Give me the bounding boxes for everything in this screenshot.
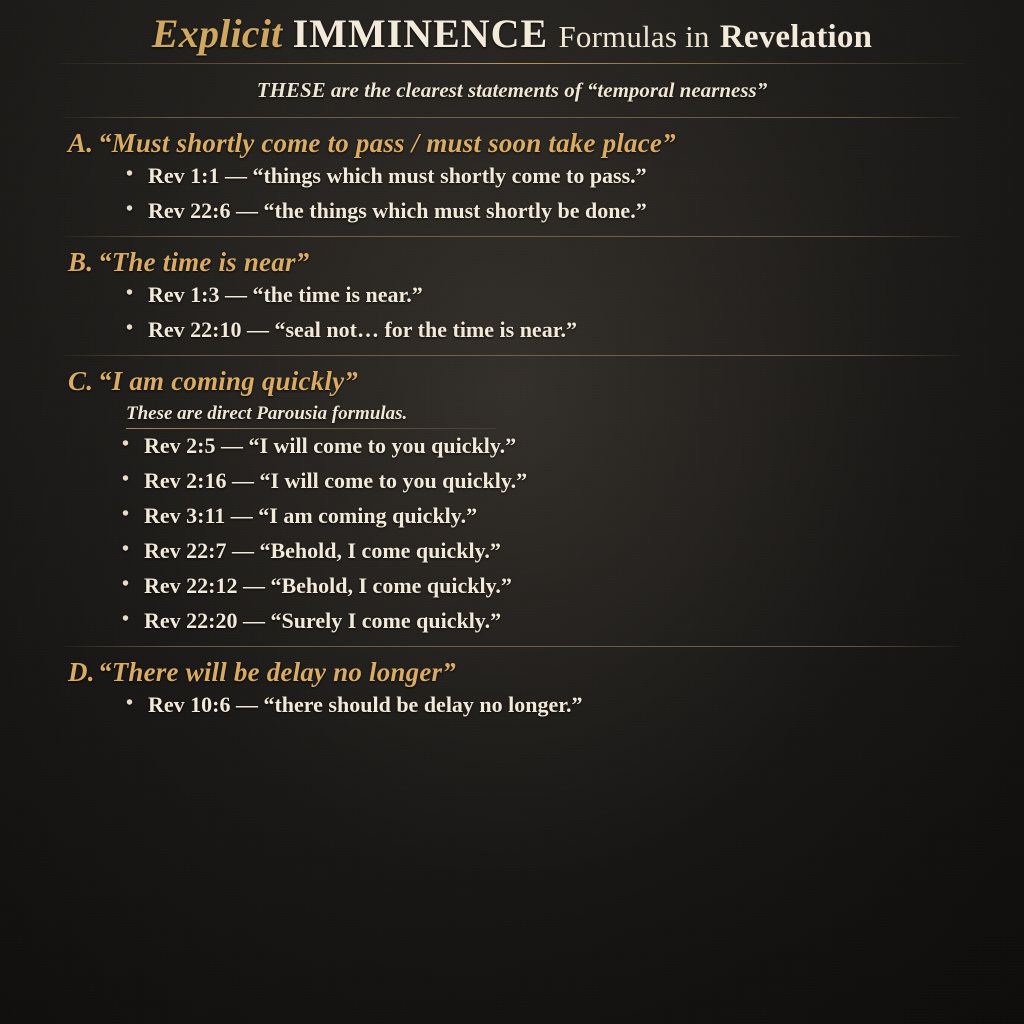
page-title <box>26 12 998 57</box>
section-a-list <box>68 162 984 223</box>
title-word-imminence: IMMINENCE <box>292 11 549 56</box>
section-b-title: “The time is near” <box>98 246 310 277</box>
section-d <box>26 657 998 716</box>
list-item: • Rev 2:5 — “I will come to you quickly.” <box>122 435 984 457</box>
section-a-letter: A. <box>68 127 94 158</box>
section-d-letter: D. <box>68 656 95 687</box>
section-b <box>26 247 998 341</box>
section-c-heading <box>68 366 984 397</box>
title-word-revelation: Revelation <box>719 19 873 55</box>
section-a-heading <box>68 128 984 159</box>
section-b-letter: B. <box>68 246 94 277</box>
list-item: • Rev 22:6 — “the things which must shortly be done.” <box>126 200 984 222</box>
section-c-list <box>68 432 984 633</box>
section-divider <box>64 236 960 237</box>
list-item: • Rev 1:3 — “the time is near.” <box>126 284 984 306</box>
section-c-title: “I am coming quickly” <box>98 365 358 396</box>
section-c <box>26 366 998 632</box>
list-item: • Rev 22:12 — “Behold, I come quickly.” <box>122 575 984 597</box>
section-b-list <box>68 281 984 342</box>
list-item: • Rev 1:1 — “things which must shortly come to pass.” <box>126 165 984 187</box>
subtitle: THESE are the clearest statements of “temporal nearness” <box>256 77 768 102</box>
list-item: • Rev 22:20 — “Surely I come quickly.” <box>122 610 984 632</box>
slide-content <box>26 12 998 716</box>
list-item: • Rev 22:10 — “seal not… for the time is near.” <box>126 319 984 341</box>
section-d-title: “There will be delay no longer” <box>98 656 456 687</box>
section-c-note-divider <box>126 428 496 429</box>
list-item: • Rev 10:6 — “there should be delay no longer.” <box>126 694 984 716</box>
section-d-list <box>68 691 984 717</box>
title-word-explicit: Explicit <box>151 11 283 56</box>
section-divider <box>64 646 960 647</box>
section-divider <box>64 117 960 118</box>
section-a-title: “Must shortly come to pass / must soon take place” <box>98 127 676 158</box>
list-item: • Rev 22:7 — “Behold, I come quickly.” <box>122 540 984 562</box>
section-c-note-wrap <box>126 403 984 429</box>
section-a <box>26 128 998 222</box>
list-item: • Rev 3:11 — “I am coming quickly.” <box>122 505 984 527</box>
section-c-letter: C. <box>68 365 94 396</box>
section-b-heading <box>68 247 984 278</box>
section-c-note: These are direct Parousia formulas. <box>126 402 408 424</box>
list-item: • Rev 2:16 — “I will come to you quickly.” <box>122 470 984 492</box>
title-divider <box>60 63 964 64</box>
section-divider <box>64 355 960 356</box>
title-word-formulas-in: Formulas in <box>558 19 710 54</box>
section-d-heading <box>68 657 984 688</box>
